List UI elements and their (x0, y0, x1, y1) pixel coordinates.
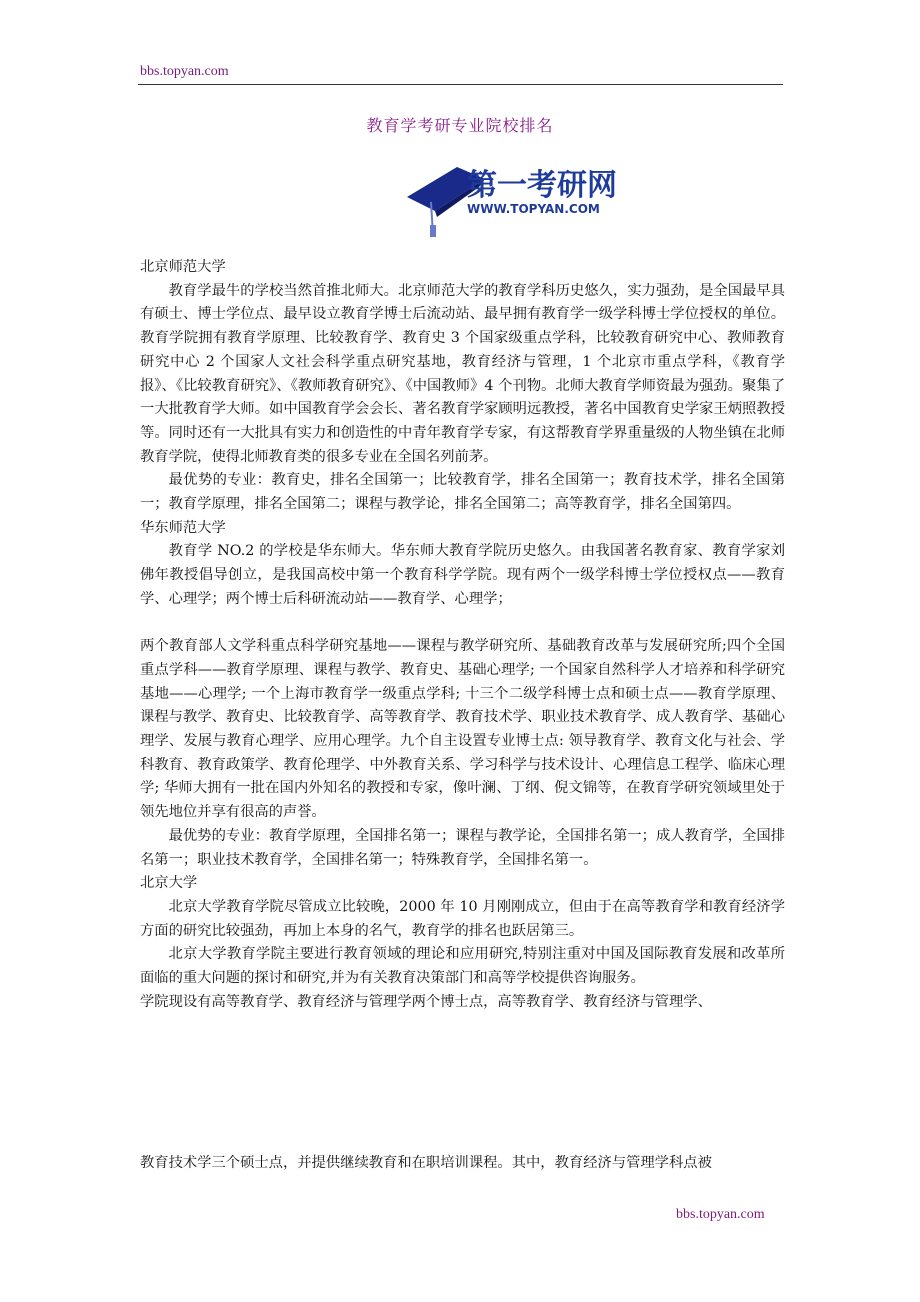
article-body (140, 256, 785, 1014)
paragraph: 教育学 NO.2 的学校是华东师大。华东师大教育学院历史悠久。由我国著名教育家、教育学家刘佛年教授倡导创立，是我国高校中第一个教育科学学院。现有两个一级学科博士学位授权点——教育学、心理学；两个博士后科研流动站——教育学、心理学； (140, 543, 785, 607)
footer-site-link[interactable]: bbs.topyan.com (676, 1207, 765, 1222)
continuation-paragraph: 教育技术学三个硕士点，并提供继续教育和在职培训课程。其中，教育经济与管理学科点被 (140, 1155, 712, 1171)
graduation-cap-icon (405, 157, 625, 239)
header-divider (138, 84, 783, 85)
paragraph: 北京大学教育学院尽管成立比较晚，2000 年 10 月刚刚成立，但由于在高等教育学和教育经济学方面的研究比较强劲，再加上本身的名气，教育学的排名也跃居第三。 (140, 898, 785, 939)
paragraph: 最优势的专业：教育史，排名全国第一；比较教育学，排名全国第一；教育技术学，排名全国第一；教育学原理，排名全国第二；课程与教学论，排名全国第二；高等教育学，排名全国第四。 (140, 472, 785, 513)
logo-url: WWW.TOPYAN.COM (467, 202, 600, 216)
page-title: 教育学考研专业院校排名 (366, 116, 554, 135)
school-heading: 北京大学 (140, 875, 198, 892)
paragraph: 学院现设有高等教育学、教育经济与管理学两个博士点，高等教育学、教育经济与管理学、 (140, 993, 712, 1010)
paragraph: 教育学最牛的学校当然首推北师大。北京师范大学的教育学科历史悠久，实力强劲，是全国最早具有硕士、博士学位点、最早设立教育学博士后流动站、最早拥有教育学一级学科博士学位授权的单位。教育学院拥有教育学原理、比较教育学、教育史 3 个国家级重点学科，比较教育研究中心、教师教育研究中心 2 个国家人文社会科学重点研究基地，教育经济与管理，1 个北京市重点学科，《教育学报》、《比较教育研究》、《教师教育研究》、《中国教师》4 个刊物。北师大教育学师资最为强劲。聚集了一大批教育学大师。如中国教育学会会长、著名教育学家顾明远教授，著名中国教育史学家王炳照教授等。同时还有一大批具有实力和创造性的中青年教育学专家，有这帮教育学界重量级的人物坐镇在北师教育学院，使得北师教育类的很多专业在全国名列前茅。 (140, 282, 785, 465)
paragraph: 北京大学教育学院主要进行教育领域的理论和应用研究,特别注重对中国及国际教育发展和改革所面临的重大问题的探讨和研究,并为有关教育决策部门和高等学校提供咨询服务。 (140, 946, 785, 987)
school-heading: 华东师范大学 (140, 519, 226, 536)
logo-name: 第一考研网 (467, 168, 617, 203)
paragraph: 最优势的专业：教育学原理，全国排名第一；课程与教学论，全国排名第一；成人教育学，全国排名第一；职业技术教育学，全国排名第一；特殊教育学，全国排名第一。 (140, 827, 785, 868)
topyan-logo (405, 157, 625, 239)
header-site-link[interactable]: bbs.topyan.com (140, 64, 229, 79)
school-heading: 北京师范大学 (140, 259, 226, 275)
paragraph: 两个教育部人文学科重点科学研究基地——课程与教学研究所、基础教育改革与发展研究所;四个全国重点学科——教育学原理、课程与教学、教育史、基础心理学; 一个国家自然科学人才培养和科学研究基地——心理学; 一个上海市教育学一级重点学科; 十三个二级学科博士点和硕士点——教育学原理、课程与教学、教育史、比较教育学、高等教育学、教育技术学、职业技术教育学、成人教育学、基础心理学、发展与教育心理学、应用心理学。九个自主设置专业博士点: 领导教育学、教育文化与社会、学科教育、教育政策学、教育伦理学、中外教育关系、学习科学与技术设计、心理信息工程学、临床心理学; 华师大拥有一批在国内外知名的教授和专家，像叶澜、丁纲、倪文锦等，在教育学研究领域里处于领先地位并享有很高的声誉。 (140, 638, 785, 821)
